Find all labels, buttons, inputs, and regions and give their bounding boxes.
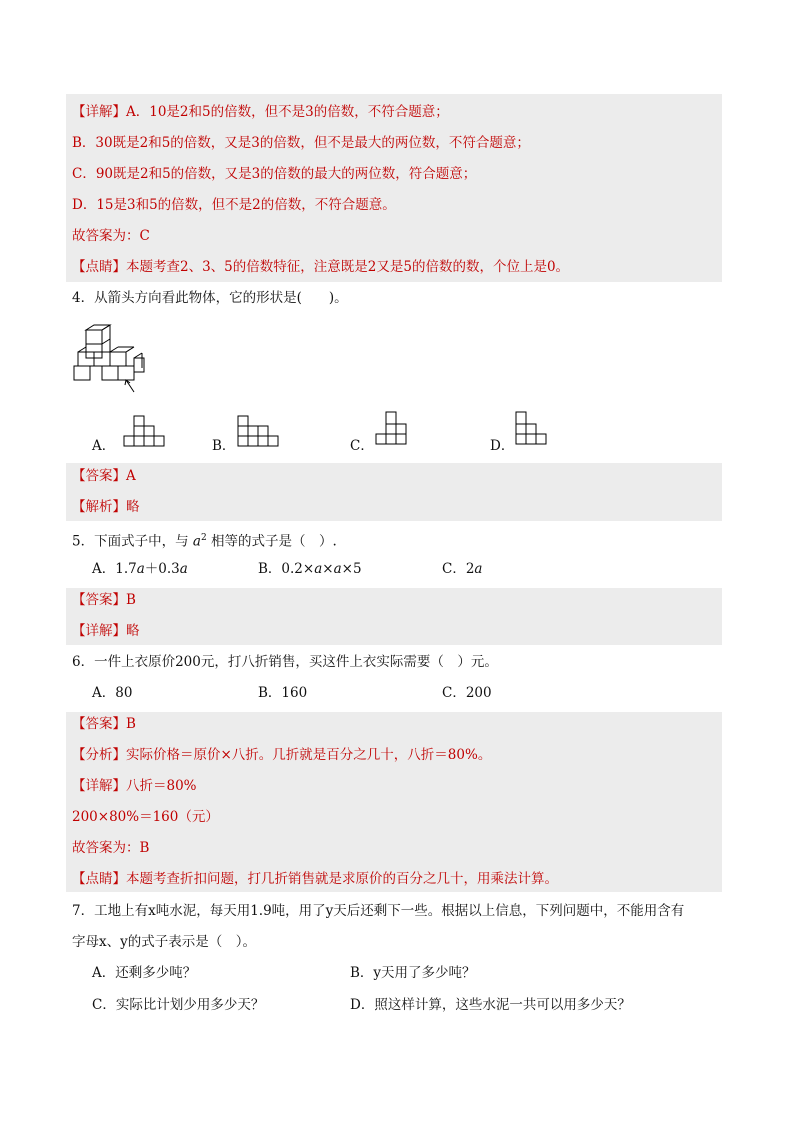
q7-option-a: A．还剩多少吨？ [92, 965, 197, 981]
q4-answer [72, 466, 136, 486]
q3-explain-a: 【详解】A．10是2和5的倍数，但不是3的倍数，不符合题意； [72, 104, 449, 120]
q4-option-a-view-icon [120, 414, 166, 446]
q5-opt-b-mid: × [322, 561, 334, 577]
q4-analysis-text: 【解析】略 [72, 499, 140, 515]
q6-calculation: 200×80%＝160（元） [72, 809, 219, 825]
q3-explain-d: D．15是3和5的倍数，但不是2的倍数，不符合题意。 [72, 197, 396, 213]
q3-answer: 故答案为：C [72, 228, 150, 244]
q4-answer-box [66, 463, 722, 521]
q7-stem-line2: 字母x、y的式子表示是（ ）。 [72, 934, 256, 950]
q4-option-c-view-icon [372, 410, 412, 446]
q6-option-a: A．80 [92, 685, 133, 701]
q7-option-b: B．y天用了多少吨？ [350, 965, 476, 981]
q4-option-d-view-icon [512, 410, 552, 446]
q5-answer: 【答案】B [72, 592, 136, 608]
q4-option-b-label: B． [212, 438, 236, 454]
q5-stem-var: a [192, 533, 201, 550]
q6-final-answer: 故答案为：B [72, 840, 150, 856]
q4-option-c-label: C． [350, 438, 374, 454]
q5-opt-a-var2: a [179, 561, 188, 577]
q5-option-b [258, 559, 362, 579]
q5-answer-box [66, 588, 722, 645]
q5-opt-c-var: a [474, 561, 483, 577]
q6-comment: 【点睛】本题考查折扣问题，打几折销售就是求原价的百分之几十，用乘法计算。 [72, 871, 558, 887]
q5-opt-a-pre: A．1.7 [92, 561, 137, 577]
q6-analysis: 【分析】实际价格＝原价×八折。几折就是百分之几十，八折＝80%。 [72, 747, 492, 763]
q6-stem: 6．一件上衣原价200元，打八折销售，买这件上衣实际需要（ ）元。 [72, 654, 498, 670]
q4-option-b-view-icon [234, 414, 280, 446]
q5-opt-c-pre: C．2 [442, 561, 475, 577]
q6-detail: 【详解】八折＝80% [72, 778, 197, 794]
q4-analysis [72, 497, 140, 517]
q5-opt-a-mid: ＋0.3 [144, 561, 180, 577]
q4-stem: 4．从箭头方向看此物体，它的形状是( )。 [72, 290, 348, 306]
q7-option-d: D．照这样计算，这些水泥一共可以用多少天？ [350, 997, 631, 1013]
q5-opt-b-post: ×5 [341, 561, 362, 577]
q4-option-a-label: A． [92, 438, 116, 454]
q5-detail: 【详解】略 [72, 623, 140, 639]
cube-stack-figure [72, 322, 152, 394]
q5-opt-b-var1: a [314, 561, 323, 577]
q6-option-b: B．160 [258, 685, 308, 701]
q5-opt-b-var2: a [333, 561, 342, 577]
q5-stem-pre: 5．下面式子中，与 [72, 533, 193, 550]
q3-explain-c: C．90既是2和5的倍数，又是3的倍数的最大的两位数，符合题意； [72, 166, 477, 182]
q5-stem [72, 528, 337, 552]
q3-comment: 【点睛】本题考查2、3、5的倍数特征，注意既是2又是5的倍数的数，个位上是0。 [72, 259, 570, 275]
q7-option-c: C．实际比计划少用多少天？ [92, 997, 265, 1013]
q6-answer-box [66, 712, 722, 892]
q6-answer: 【答案】B [72, 716, 136, 732]
q5-stem-sup: 2 [200, 533, 207, 543]
q5-option-c [442, 559, 482, 579]
q7-stem-line1: 7．工地上有x吨水泥，每天用1.9吨，用了y天后还剩下一些。根据以上信息，下列问题中，不能用含有 [72, 903, 685, 919]
q3-explain-b: B．30既是2和5的倍数，又是3的倍数，但不是最大的两位数，不符合题意； [72, 135, 530, 151]
q6-option-c: C．200 [442, 685, 492, 701]
q5-option-a [92, 559, 188, 579]
q5-stem-post: 相等的式子是（ ）. [206, 533, 337, 550]
q4-option-d-label: D． [490, 438, 515, 454]
q5-opt-b-pre: B．0.2× [258, 561, 315, 577]
q4-answer-text: 【答案】A [72, 468, 136, 484]
q5-opt-a-var1: a [136, 561, 145, 577]
q3-explanation-box [66, 94, 722, 282]
